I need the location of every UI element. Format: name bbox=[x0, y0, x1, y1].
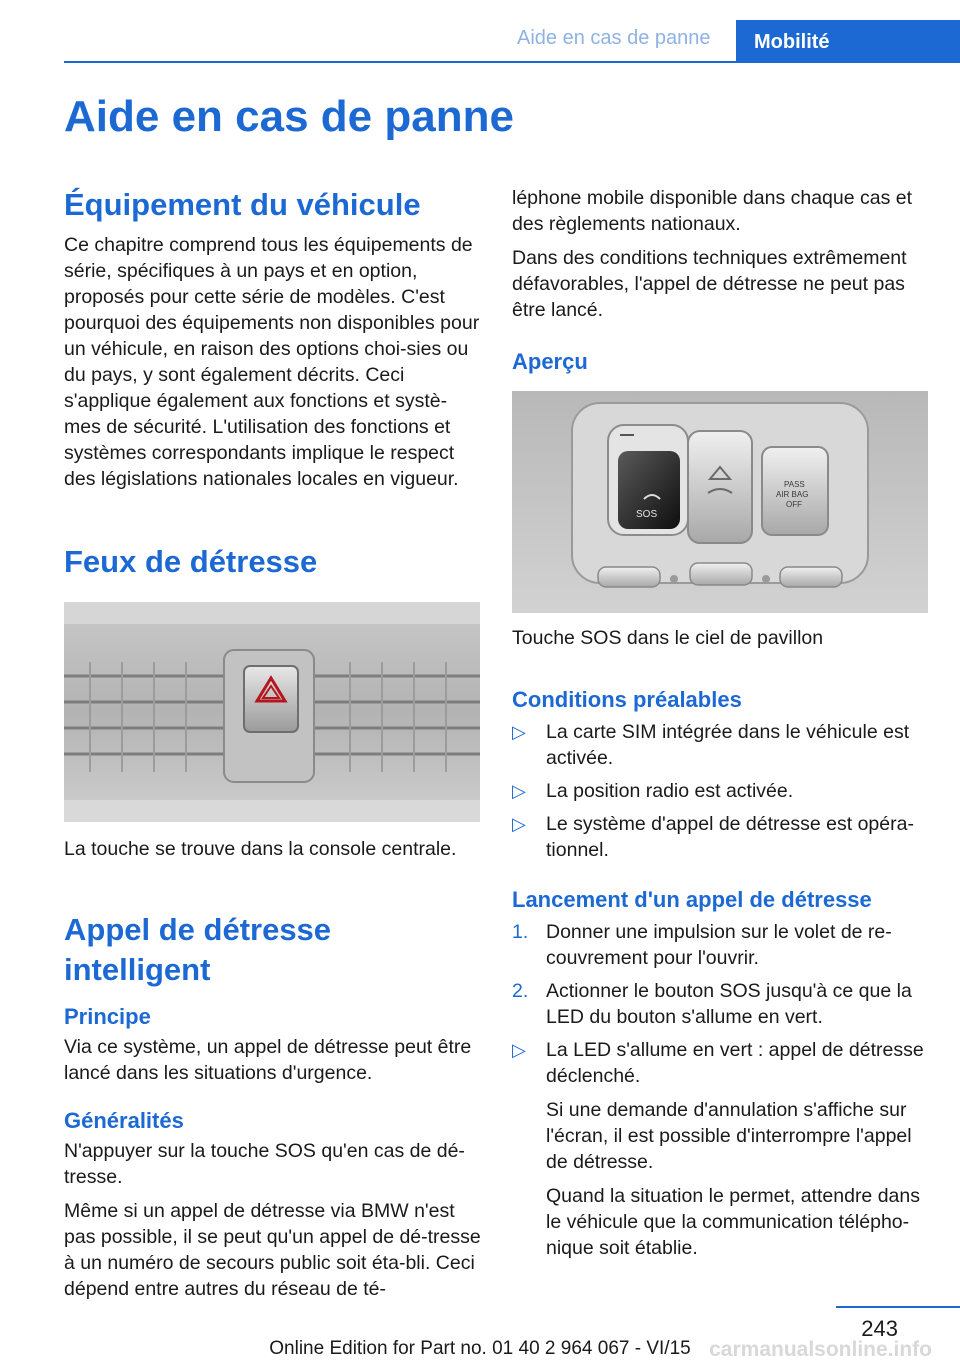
watermark: carmanualsonline.info bbox=[709, 1338, 932, 1361]
right-column bbox=[512, 182, 930, 1261]
bullet-marker: ▷ bbox=[512, 722, 526, 742]
list-item bbox=[512, 719, 930, 771]
continued-text-1: léphone mobile disponible dans chaque cas et des règlements nationaux. bbox=[512, 187, 913, 235]
principe-text: Via ce système, un appel de détresse peut être lancé dans les situations d'urgence. bbox=[64, 1036, 472, 1084]
list-item-text: Actionner le bouton SOS jusqu'à ce que la LED du bouton s'allume en vert. bbox=[546, 980, 912, 1028]
conditions-list bbox=[512, 719, 930, 863]
general-heading: Généralités bbox=[64, 1108, 184, 1133]
list-item-text: La position radio est activée. bbox=[546, 780, 794, 802]
list-item bbox=[512, 778, 930, 804]
list-item bbox=[512, 919, 930, 971]
list-item-text: La LED s'allume en vert : appel de détresse déclenché. bbox=[546, 1039, 924, 1087]
left-column bbox=[64, 182, 482, 1302]
pass-label: PASS bbox=[784, 480, 805, 489]
list-item-text: La carte SIM intégrée dans le véhicule est activée. bbox=[546, 721, 910, 769]
list-item bbox=[512, 978, 930, 1030]
launch-heading: Lancement d'un appel de détresse bbox=[512, 887, 872, 912]
sos-button-figure bbox=[512, 391, 928, 613]
off-label: OFF bbox=[786, 500, 802, 509]
running-header-tab: Mobilité bbox=[736, 20, 960, 62]
footer-rule bbox=[836, 1306, 960, 1308]
apercu-heading: Aperçu bbox=[512, 349, 588, 374]
apercu-caption: Touche SOS dans le ciel de pavillon bbox=[512, 627, 824, 649]
conditions-heading: Conditions préalables bbox=[512, 687, 742, 712]
continued-text-2: Dans des conditions techniques extrêmement défavorables, l'appel de détresse ne peut pas être lancé. bbox=[512, 247, 907, 321]
page-title: Aide en cas de panne bbox=[64, 92, 514, 141]
edition-footer: Online Edition for Part no. 01 40 2 964 067 - VI/15 bbox=[269, 1338, 691, 1359]
list-item-text: Donner une impulsion sur le volet de re-couvrement pour l'ouvrir. bbox=[546, 921, 892, 969]
hazard-caption: La touche se trouve dans la console centrale. bbox=[64, 838, 457, 860]
bullet-marker: ▷ bbox=[512, 1040, 526, 1060]
bullet-marker: ▷ bbox=[512, 781, 526, 801]
step-number: 2. bbox=[512, 980, 529, 1002]
equipment-text: Ce chapitre comprend tous les équipements de série, spécifiques à un pays et en option, proposés pour cette série de modèles. C'est pourquoi des équipements non disponibles pour un véhicule, en raison des options choi-sies ou du pays, y sont également décrits. Ceci s'applique également aux fonctions et systè-mes de sécurité. L'utilisation des fonctions et systèmes correspondants implique le respect des législations nationales locales en vigueur. bbox=[64, 234, 480, 490]
launch-steps bbox=[512, 919, 930, 1089]
sos-roof-console-image bbox=[512, 391, 928, 613]
principe-heading: Principe bbox=[64, 1004, 151, 1029]
hazard-console-image bbox=[64, 602, 480, 822]
page-number: 243 bbox=[861, 1316, 898, 1341]
bullet-marker: ▷ bbox=[512, 814, 526, 834]
list-item-text: Le système d'appel de détresse est opéra-tionnel. bbox=[546, 813, 914, 861]
list-item bbox=[512, 1037, 930, 1089]
result-subtext-1: Si une demande d'annulation s'affiche sur l'écran, il est possible d'interrompre l'appel de détresse. bbox=[546, 1099, 912, 1173]
hazard-button-figure bbox=[64, 602, 480, 822]
general-text-1: N'appuyer sur la touche SOS qu'en cas de dé-tresse. bbox=[64, 1140, 465, 1188]
header-rule bbox=[64, 61, 960, 63]
airbag-label: AIR BAG bbox=[776, 490, 809, 499]
list-item bbox=[512, 811, 930, 863]
sos-label: SOS bbox=[636, 509, 658, 520]
result-subtext-2: Quand la situation le permet, attendre dans le véhicule que la communication télépho-nique soit établie. bbox=[546, 1185, 920, 1259]
hazard-heading: Feux de détresse bbox=[64, 544, 318, 579]
general-text-2: Même si un appel de détresse via BMW n'est pas possible, il se peut qu'un appel de dé-tresse à un numéro de secours public soit éta-bli. Ceci dépend entre autres du réseau de té- bbox=[64, 1200, 481, 1300]
step-number: 1. bbox=[512, 921, 529, 943]
equipment-heading: Équipement du véhicule bbox=[64, 187, 421, 222]
running-header-section: Aide en cas de panne bbox=[517, 27, 711, 49]
intelligent-call-heading: Appel de détresse intelligent bbox=[64, 912, 332, 987]
